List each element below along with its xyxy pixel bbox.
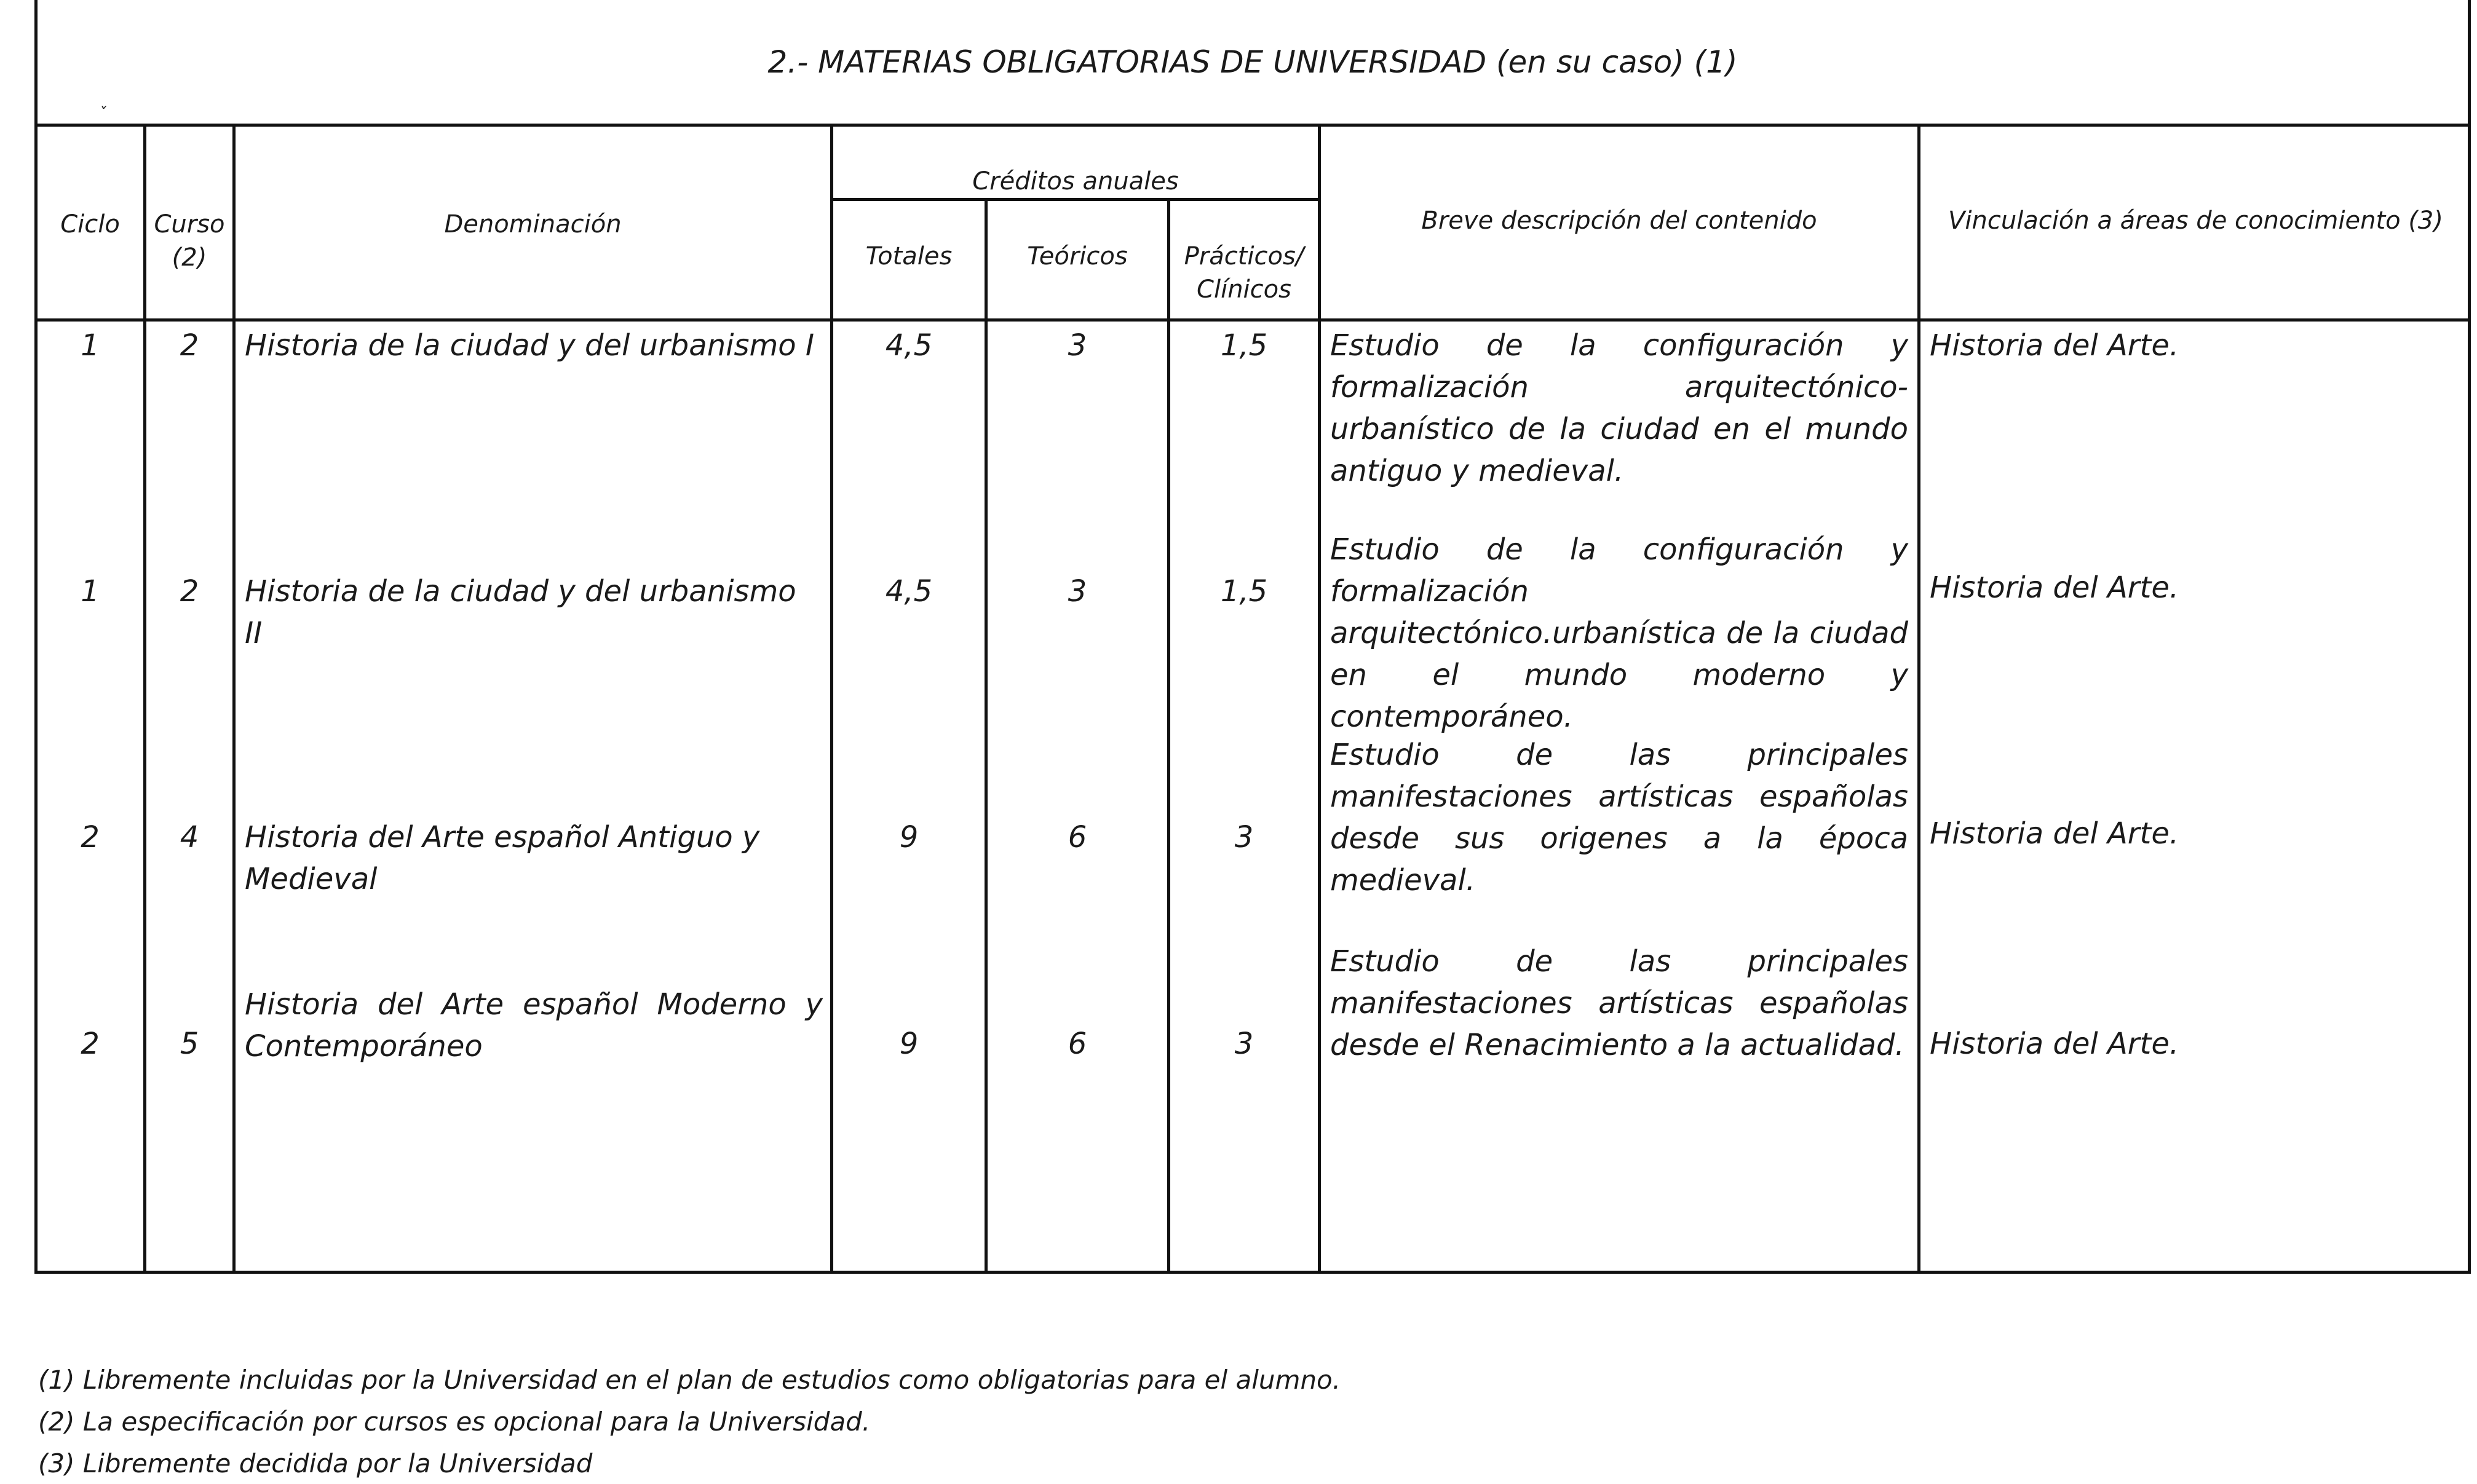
grid-line (143, 127, 146, 1274)
header-curso: Curso (2) (154, 210, 225, 272)
row4-ciclo: 2 (81, 1027, 100, 1061)
row2-totales: 4,5 (885, 574, 933, 609)
header-denominacion: Denominación (444, 210, 622, 239)
footnote-3: (3) Libremente decidida por la Universidad (38, 1448, 593, 1478)
footnote-2: (2) La especificación por cursos es opcional para la Universidad. (38, 1407, 871, 1437)
row3-vinculacion: Historia del Arte. (1930, 816, 2179, 851)
header-teoricos: Teóricos (1027, 242, 1128, 270)
row3-ciclo: 2 (81, 820, 100, 854)
row2-curso: 2 (180, 574, 199, 609)
grid-line (232, 127, 236, 1274)
row1-practicos: 1,5 (1220, 328, 1268, 363)
row3-curso: 4 (180, 820, 199, 854)
grid-line (1917, 127, 1920, 1274)
header-vinculacion: Vinculación a áreas de conocimiento (3) (1948, 207, 2443, 235)
row3-teoricos: 6 (1068, 820, 1087, 854)
row2-denominacion: Historia de la ciudad y del urbanismo II (245, 574, 796, 650)
header-practicos: Prácticos/ Clínicos (1184, 242, 1304, 304)
row1-denominacion: Historia de la ciudad y del urbanismo I (245, 328, 814, 363)
row4-teoricos: 6 (1068, 1027, 1087, 1061)
footnote-1: (1) Libremente incluidas por la Universidad en el plan de estudios como obligatorias para el alumno. (38, 1365, 1341, 1395)
header-totales: Totales (865, 242, 953, 270)
row4-practicos: 3 (1234, 1027, 1254, 1061)
row1-ciclo: 1 (81, 328, 100, 363)
row4-totales: 9 (899, 1027, 919, 1061)
header-ciclo: Ciclo (60, 210, 120, 239)
row1-curso: 2 (180, 328, 199, 363)
header-creditos: Créditos anuales (972, 167, 1179, 195)
row2-vinculacion: Historia del Arte. (1930, 570, 2179, 605)
row2-practicos: 1,5 (1220, 574, 1268, 609)
row2-ciclo: 1 (81, 574, 100, 609)
row1-descripcion: Estudio de la configuración y formalización arquitectónico-urbanístico de la ciudad en el mundo antiguo y medieval. (1330, 328, 1908, 488)
check-mark: ˇ (98, 105, 106, 123)
row4-descripcion: Estudio de las principales manifestaciones artísticas españolas desde el Renacimiento a la actualidad. (1330, 944, 1908, 1062)
row3-totales: 9 (899, 820, 919, 854)
page-title: 2.- MATERIAS OBLIGATORIAS DE UNIVERSIDAD (en su caso) (1) (34, 0, 2471, 127)
row4-curso: 5 (180, 1027, 199, 1061)
row1-vinculacion: Historia del Arte. (1930, 328, 2179, 363)
row4-vinculacion: Historia del Arte. (1930, 1027, 2179, 1061)
grid-line (830, 127, 833, 1274)
row3-descripcion: Estudio de las principales manifestaciones artísticas españolas desde sus origenes a la época medieval. (1330, 738, 1908, 898)
grid-line (1318, 127, 1321, 1274)
row2-descripcion: Estudio de la configuración y formalización arquitectónico.urbanística de la ciudad en el mundo moderno y contemporáneo. (1330, 532, 1908, 734)
row3-denominacion: Historia del Arte español Antiguo y Medieval (245, 820, 760, 896)
row1-teoricos: 3 (1068, 328, 1087, 363)
row2-teoricos: 3 (1068, 574, 1087, 609)
row1-totales: 4,5 (885, 328, 933, 363)
row4-denominacion: Historia del Arte español Moderno y Contemporáneo (245, 987, 823, 1064)
header-descripcion: Breve descripción del contenido (1421, 207, 1817, 235)
grid-line (830, 198, 1321, 201)
header-bottom-line (34, 318, 2471, 322)
row3-practicos: 3 (1234, 820, 1254, 854)
